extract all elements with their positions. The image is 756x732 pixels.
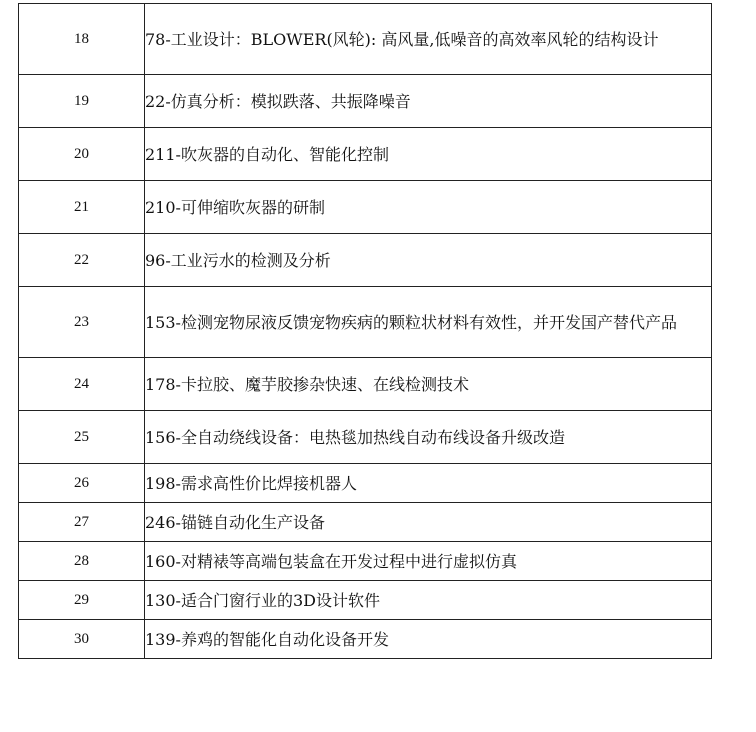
row-number: 30 bbox=[19, 620, 145, 659]
table-row bbox=[19, 4, 712, 75]
row-number: 27 bbox=[19, 503, 145, 542]
row-number: 22 bbox=[19, 234, 145, 287]
table-row bbox=[19, 75, 712, 128]
project-title: 178-卡拉胶、魔芋胶掺杂快速、在线检测技术 bbox=[145, 358, 712, 411]
project-title: 160-对精裱等高端包装盒在开发过程中进行虚拟仿真 bbox=[145, 542, 712, 581]
table-row bbox=[19, 581, 712, 620]
project-title: 78-工业设计：BLOWER(风轮): 高风量,低噪音的高效率风轮的结构设计 bbox=[145, 4, 712, 75]
table-row bbox=[19, 128, 712, 181]
project-title: 22-仿真分析：模拟跌落、共振降噪音 bbox=[145, 75, 712, 128]
project-title: 139-养鸡的智能化自动化设备开发 bbox=[145, 620, 712, 659]
table-row bbox=[19, 411, 712, 464]
row-number: 26 bbox=[19, 464, 145, 503]
table-row bbox=[19, 287, 712, 358]
table-row bbox=[19, 181, 712, 234]
project-title: 198-需求高性价比焊接机器人 bbox=[145, 464, 712, 503]
row-number: 23 bbox=[19, 287, 145, 358]
project-title: 130-适合门窗行业的3D设计软件 bbox=[145, 581, 712, 620]
row-number: 18 bbox=[19, 4, 145, 75]
row-number: 21 bbox=[19, 181, 145, 234]
row-number: 24 bbox=[19, 358, 145, 411]
table-row bbox=[19, 234, 712, 287]
table-row bbox=[19, 358, 712, 411]
row-number: 19 bbox=[19, 75, 145, 128]
table-row bbox=[19, 542, 712, 581]
project-title: 246-锚链自动化生产设备 bbox=[145, 503, 712, 542]
row-number: 29 bbox=[19, 581, 145, 620]
table-row bbox=[19, 620, 712, 659]
row-number: 20 bbox=[19, 128, 145, 181]
table-row bbox=[19, 464, 712, 503]
project-title: 210-可伸缩吹灰器的研制 bbox=[145, 181, 712, 234]
project-title: 156-全自动绕线设备：电热毯加热线自动布线设备升级改造 bbox=[145, 411, 712, 464]
project-title: 211-吹灰器的自动化、智能化控制 bbox=[145, 128, 712, 181]
project-title: 96-工业污水的检测及分析 bbox=[145, 234, 712, 287]
table-row bbox=[19, 503, 712, 542]
row-number: 25 bbox=[19, 411, 145, 464]
project-title: 153-检测宠物尿液反馈宠物疾病的颗粒状材料有效性，并开发国产替代产品 bbox=[145, 287, 712, 358]
project-table bbox=[18, 3, 712, 659]
row-number: 28 bbox=[19, 542, 145, 581]
